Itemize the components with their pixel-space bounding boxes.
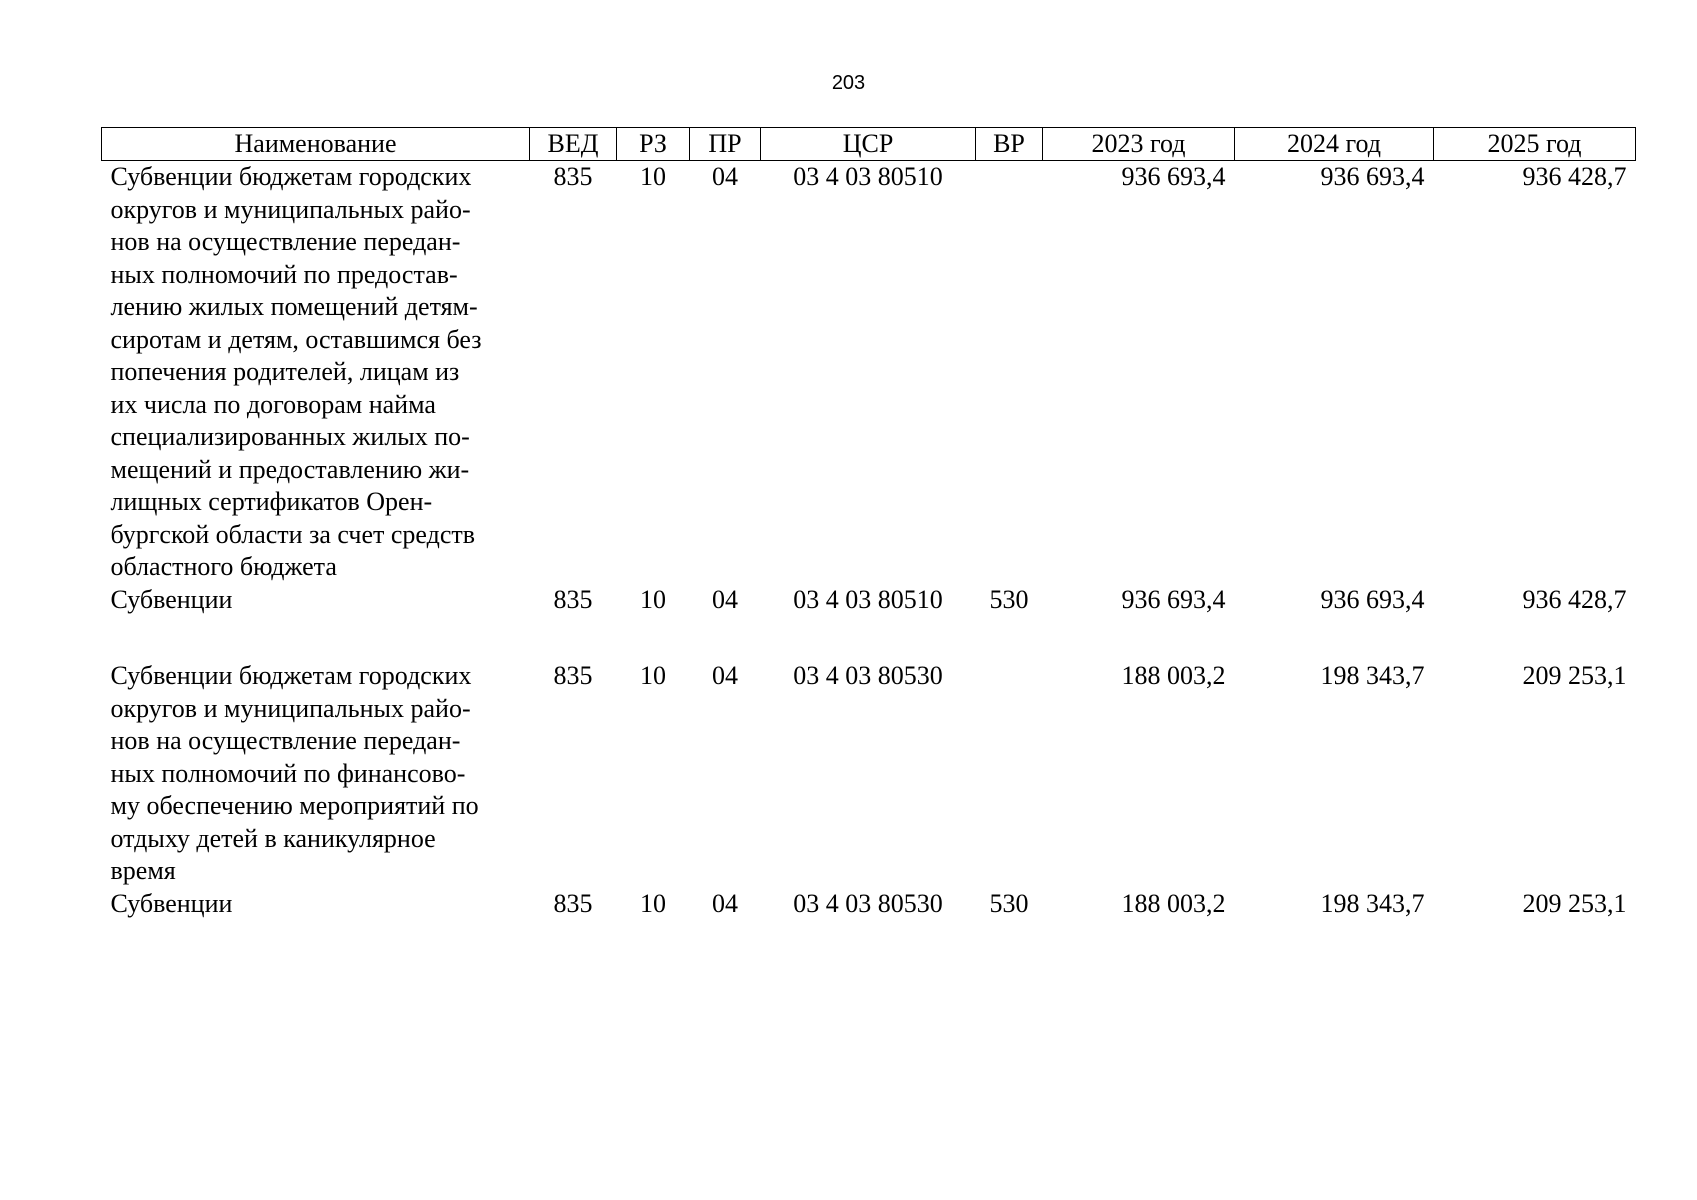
row-ved: 835 bbox=[553, 162, 593, 191]
row-csr: 03 4 03 80530 bbox=[793, 661, 943, 690]
row-name-line: лению жилых помещений детям- bbox=[110, 292, 478, 321]
row-name-line: лищных сертификатов Орен- bbox=[110, 487, 433, 516]
row-name-line: мещений и предоставлению жи- bbox=[110, 454, 470, 484]
header-ved: ВЕД bbox=[530, 128, 617, 161]
header-2025: 2025 год bbox=[1434, 128, 1636, 161]
table-row bbox=[102, 660, 1636, 888]
row-pr: 04 bbox=[712, 162, 738, 191]
row-2024: 198 343,7 bbox=[1320, 888, 1425, 918]
row-name-cell bbox=[102, 660, 530, 888]
header-rz: РЗ bbox=[617, 128, 690, 161]
row-name-line: попечения родителей, лицам из bbox=[110, 357, 460, 386]
row-name-cell bbox=[102, 888, 530, 921]
row-pr: 04 bbox=[712, 584, 738, 614]
row-2023: 188 003,2 bbox=[1121, 888, 1226, 918]
row-vr: 530 bbox=[989, 584, 1029, 614]
row-pr: 04 bbox=[712, 661, 738, 690]
row-2024: 936 693,4 bbox=[1320, 584, 1425, 614]
table-header-row bbox=[102, 128, 1636, 161]
row-csr: 03 4 03 80510 bbox=[793, 162, 943, 191]
row-name-line: областного бюджета bbox=[110, 552, 337, 581]
row-2024: 198 343,7 bbox=[1320, 661, 1425, 690]
spacer-cell bbox=[102, 616, 1636, 660]
row-rz: 10 bbox=[640, 888, 666, 918]
row-ved: 835 bbox=[553, 584, 593, 614]
row-ved: 835 bbox=[553, 661, 593, 690]
header-csr: ЦСР bbox=[761, 128, 976, 161]
header-pr: ПР bbox=[690, 128, 761, 161]
row-vr: 530 bbox=[989, 888, 1029, 918]
row-name-line: Субвенции бюджетам городских bbox=[110, 661, 472, 690]
budget-table bbox=[101, 127, 1636, 920]
row-name-cell bbox=[102, 584, 530, 617]
row-2023: 936 693,4 bbox=[1121, 584, 1226, 614]
row-2025: 209 253,1 bbox=[1522, 888, 1627, 918]
row-name-line: ных полномочий по финансово- bbox=[110, 758, 466, 788]
row-name-line: нов на осуществление передан- bbox=[110, 227, 461, 256]
row-name-line: сиротам и детям, оставшимся без bbox=[110, 324, 482, 354]
header-vr: ВР bbox=[976, 128, 1043, 161]
header-2023: 2023 год bbox=[1043, 128, 1235, 161]
row-name-line: их числа по договорам найма bbox=[110, 389, 436, 419]
page-number: 203 bbox=[831, 72, 866, 94]
row-name-line: Субвенции bbox=[110, 584, 233, 614]
table-row bbox=[102, 584, 1636, 617]
row-2025: 209 253,1 bbox=[1522, 661, 1627, 690]
row-vr bbox=[976, 660, 1043, 888]
table-row bbox=[102, 888, 1636, 921]
row-2023: 936 693,4 bbox=[1121, 162, 1226, 191]
row-rz: 10 bbox=[640, 584, 666, 614]
row-name-line: отдыху детей в каникулярное bbox=[110, 823, 436, 853]
row-vr bbox=[976, 161, 1043, 584]
row-name-line: му обеспечению мероприятий по bbox=[110, 791, 479, 820]
row-2025: 936 428,7 bbox=[1522, 584, 1627, 614]
row-pr: 04 bbox=[712, 888, 738, 918]
row-name-line: Субвенции bbox=[110, 888, 233, 918]
row-name-line: специализированных жилых по- bbox=[110, 422, 470, 451]
row-2024: 936 693,4 bbox=[1320, 162, 1425, 191]
row-csr: 03 4 03 80510 bbox=[793, 584, 943, 614]
row-name-line: округов и муниципальных райо- bbox=[110, 693, 471, 723]
table-row bbox=[102, 161, 1636, 584]
row-csr: 03 4 03 80530 bbox=[793, 888, 943, 918]
row-name-line: время bbox=[110, 856, 176, 885]
row-name-line: нов на осуществление передан- bbox=[110, 726, 461, 755]
row-spacer bbox=[102, 616, 1636, 660]
row-rz: 10 bbox=[640, 661, 666, 690]
row-name-cell bbox=[102, 161, 530, 584]
header-name: Наименование bbox=[102, 128, 530, 161]
header-2024: 2024 год bbox=[1235, 128, 1434, 161]
row-rz: 10 bbox=[640, 162, 666, 191]
row-name-line: ных полномочий по предостав- bbox=[110, 259, 458, 289]
row-2023: 188 003,2 bbox=[1121, 661, 1226, 690]
row-name-line: округов и муниципальных райо- bbox=[110, 194, 471, 224]
row-2025: 936 428,7 bbox=[1522, 162, 1627, 191]
row-name-line: Субвенции бюджетам городских bbox=[110, 162, 472, 191]
row-name-line: бургской области за счет средств bbox=[110, 519, 476, 549]
row-ved: 835 bbox=[553, 888, 593, 918]
